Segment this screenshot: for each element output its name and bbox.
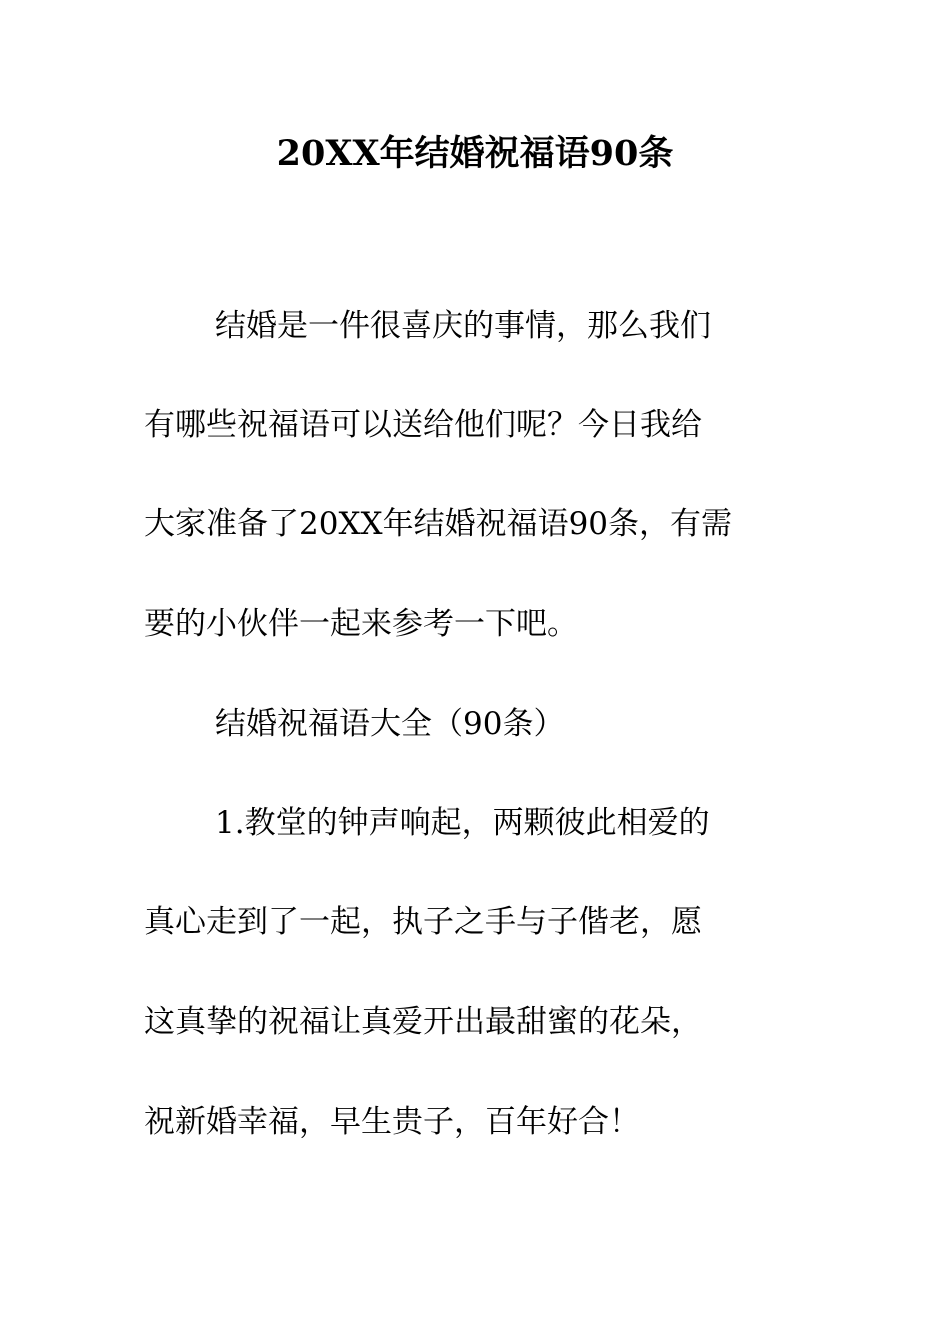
item-1-line-3: 这真挚的祝福让真爱开出最甜蜜的花朵， [144,1004,702,1040]
intro-line-2: 有哪些祝福语可以送给他们呢？今日我给 [144,407,702,443]
document-title: 20XX年结婚祝福语90条 [276,133,674,174]
section-heading: 结婚祝福语大全（90条） [215,706,565,742]
item-1-line-2: 真心走到了一起，执子之手与子偕老，愿 [144,904,702,940]
intro-line-1: 结婚是一件很喜庆的事情，那么我们 [215,308,711,344]
intro-line-3: 大家准备了20XX年结婚祝福语90条，有需 [144,506,733,542]
item-1-line-1: 1.教堂的钟声响起，两颗彼此相爱的 [215,805,710,841]
item-1-line-4: 祝新婚幸福，早生贵子，百年好合！ [144,1104,640,1140]
intro-line-4: 要的小伙伴一起来参考一下吧。 [144,606,578,642]
